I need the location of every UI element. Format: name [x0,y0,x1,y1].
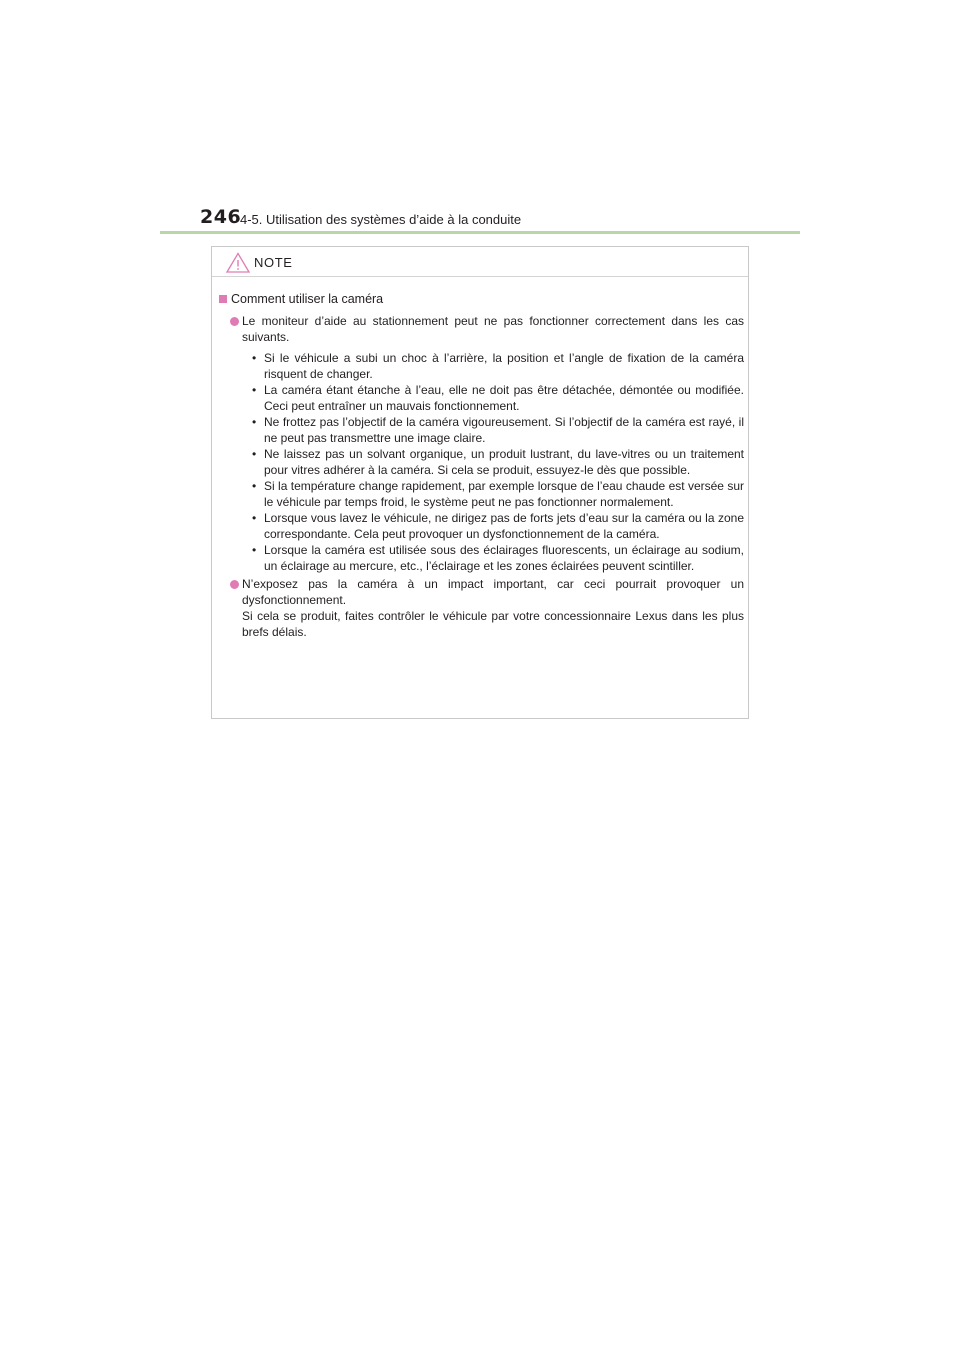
circle-bullet-icon [230,580,239,589]
sub-item-text: Lorsque la caméra est utilisée sous des éclairages fluorescents, un éclairage au sodium, un éclairage au mercure, etc., l’éclairage et les zones éclairées peuvent scintiller. [264,543,744,573]
sub-item [219,350,744,382]
note-label: NOTE [254,255,293,270]
topic-title: Comment utiliser la caméra [231,292,384,306]
note-item-text: N’exposez pas la caméra à un impact important, car ceci pourrait provoquer un dysfonctionnement. [242,577,744,607]
page-number: 246 [200,206,242,228]
sub-item [219,446,744,478]
dot-bullet-icon: • [252,351,257,365]
section-title: 4-5. Utilisation des systèmes d’aide à la conduite [240,212,522,227]
dot-bullet-icon: • [252,383,257,397]
sub-item-text: Ne frottez pas l’objectif de la caméra vigoureusement. Si l’objectif de la caméra est rayé, il ne peut pas transmettre une image claire. [264,415,744,445]
dot-bullet-icon: • [252,479,257,493]
square-bullet-icon [219,295,227,303]
note-item [219,576,744,640]
sub-item-text: La caméra étant étanche à l’eau, elle ne doit pas être détachée, démontée ou modifiée. Ceci peut entraîner un mauvais fonctionnement. [264,383,744,413]
note-item-text: Le moniteur d’aide au stationnement peut ne pas fonctionner correctement dans les cas suivants. [242,314,744,344]
sub-item [219,542,744,574]
sub-item [219,414,744,446]
sub-item-text: Si le véhicule a subi un choc à l’arrière, la position et l’angle de fixation de la caméra risquent de changer. [264,351,744,381]
warning-triangle-icon [226,252,250,273]
dot-bullet-icon: • [252,511,257,525]
sub-item [219,478,744,510]
note-header [212,247,748,277]
sub-item-list [219,350,744,574]
note-box [211,246,749,719]
dot-bullet-icon: • [252,543,257,557]
page-header [160,200,800,234]
note-item-text: Si cela se produit, faites contrôler le véhicule par votre concessionnaire Lexus dans les plus brefs délais. [242,609,744,639]
sub-item-text: Si la température change rapidement, par exemple lorsque de l’eau chaude est versée sur le véhicule par temps froid, le système peut ne pas fonctionner normalement. [264,479,744,509]
dot-bullet-icon: • [252,447,257,461]
sub-item-text: Lorsque vous lavez le véhicule, ne dirigez pas de forts jets d’eau sur la caméra ou la zone correspondante. Cela peut provoquer un dysfonctionnement de la caméra. [264,511,744,541]
circle-bullet-icon [230,317,239,326]
sub-item [219,382,744,414]
topic-heading [219,291,744,307]
sub-item [219,510,744,542]
note-body [219,291,744,645]
sub-item-text: Ne laissez pas un solvant organique, un produit lustrant, du lave-vitres ou un traitement pour vitres adhérer à la caméra. Si cela se produit, essuyez-le dès que possible. [264,447,744,477]
note-item [219,313,744,345]
header-divider [160,231,800,234]
dot-bullet-icon: • [252,415,257,429]
